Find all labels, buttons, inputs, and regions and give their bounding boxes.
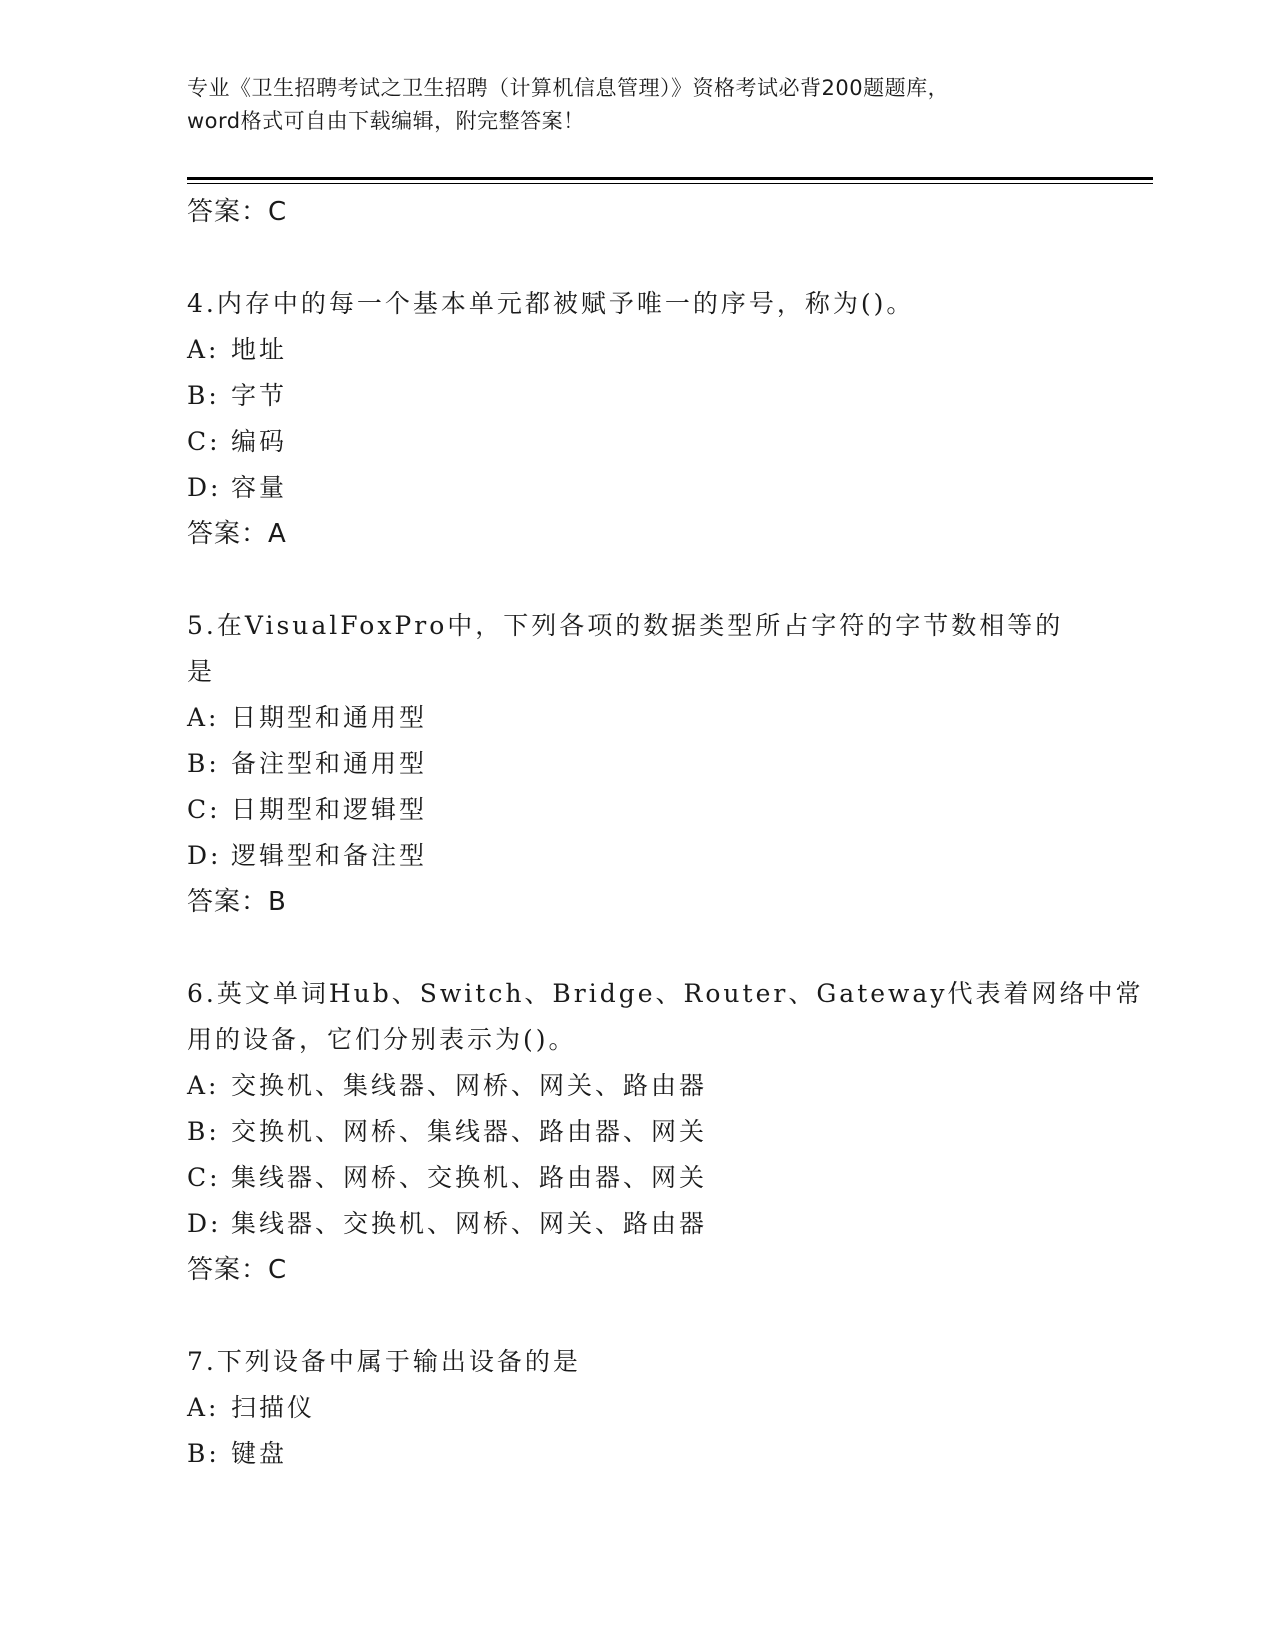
option-text: 键盘 [231,1439,288,1468]
header-rule-thin [187,183,1153,184]
question-block [187,971,1144,1339]
document-header [187,72,1087,138]
option-text: 备注型和通用型 [231,749,428,778]
question-line: 4.内存中的每一个基本单元都被赋予唯一的序号，称为()。 [187,289,915,318]
question-block [187,603,1087,971]
option-key: D: [187,473,222,502]
option-text: 集线器、网桥、交换机、路由器、网关 [231,1163,708,1192]
question-block [187,281,1087,603]
answer-line: 答案：A [187,519,287,549]
spacer [187,557,1087,603]
option-a [187,327,1087,373]
question-text [187,1339,1087,1385]
option-text: 交换机、网桥、集线器、路由器、网关 [231,1117,708,1146]
spacer [187,235,1087,281]
option-b [187,741,1087,787]
question-line: 6.英文单词Hub、Switch、Bridge、Router、Gateway代表着网络中常 [187,979,1144,1008]
option-c [187,1155,1087,1201]
option-d [187,465,1087,511]
option-key: D: [187,1209,222,1238]
option-text: 逻辑型和备注型 [231,841,428,870]
option-key: D: [187,841,222,870]
option-text: 日期型和逻辑型 [231,795,428,824]
option-key: C: [187,795,221,824]
option-key: C: [187,1163,221,1192]
option-text: 扫描仪 [231,1393,316,1422]
header-line-1: 专业《卫生招聘考试之卫生招聘（计算机信息管理）》资格考试必背200题题库， [187,76,950,100]
document-body [187,189,1144,1477]
answer-line: 答案：B [187,887,287,917]
option-text: 交换机、集线器、网桥、网关、路由器 [231,1071,708,1100]
option-d [187,833,1087,879]
question-line: 5.在VisualFoxPro中，下列各项的数据类型所占字符的字节数相等的 [187,611,1064,640]
option-key: B: [187,1117,220,1146]
spacer [187,1293,1087,1339]
option-b [187,1431,1087,1477]
answer-line: 答案：C [187,1255,288,1285]
spacer [187,925,1087,971]
option-text: 字节 [231,381,288,410]
option-d [187,1201,1087,1247]
option-c [187,787,1087,833]
option-a [187,695,1087,741]
option-key: A: [187,1071,220,1100]
option-a [187,1385,1087,1431]
question-text [187,603,1087,695]
header-line-2: word格式可自由下载编辑，附完整答案！ [187,109,585,133]
option-text: 日期型和通用型 [231,703,428,732]
header-rule-thick [187,177,1153,180]
answer-line: 答案：C [187,197,288,227]
option-key: C: [187,427,221,456]
option-key: A: [187,703,220,732]
question-line: 用的设备，它们分别表示为()。 [187,1025,577,1054]
option-key: B: [187,381,220,410]
option-text: 地址 [231,335,288,364]
option-key: B: [187,1439,220,1468]
option-key: B: [187,749,220,778]
option-b [187,1109,1087,1155]
option-text: 容量 [231,473,288,502]
question-line: 7.下列设备中属于输出设备的是 [187,1347,581,1376]
option-a [187,1063,1087,1109]
question-line: 是 [187,657,216,686]
option-c [187,419,1087,465]
question-text [187,971,1144,1063]
question-block [187,1339,1087,1477]
option-text: 编码 [231,427,288,456]
question-text [187,281,1087,327]
option-text: 集线器、交换机、网桥、网关、路由器 [231,1209,708,1238]
option-key: A: [187,1393,220,1422]
option-b [187,373,1087,419]
option-key: A: [187,335,220,364]
